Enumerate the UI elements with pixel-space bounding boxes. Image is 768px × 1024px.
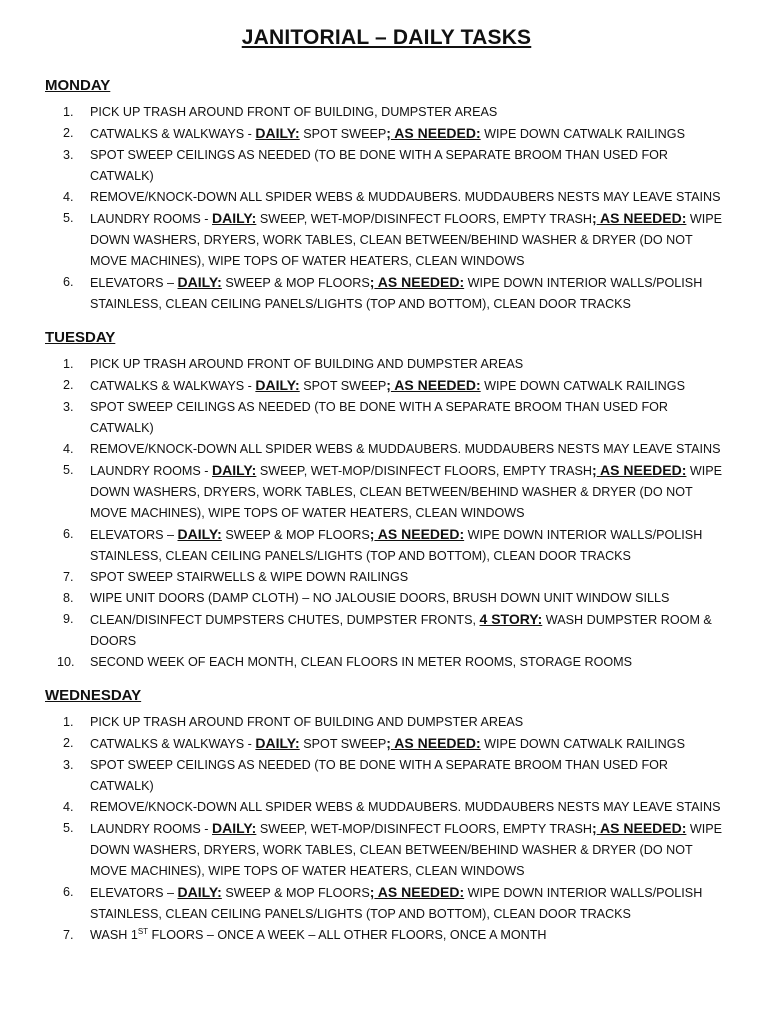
task-text: SPOT SWEEP CEILINGS AS NEEDED (TO BE DONE WITH A SEPARATE BROOM THAN USED FOR CATWALK)	[90, 148, 669, 183]
task-text: LAUNDRY ROOMS -	[90, 822, 212, 836]
task-text: LAUNDRY ROOMS -	[90, 212, 212, 226]
task-item	[45, 123, 728, 145]
daily-keyword: DAILY:	[255, 735, 300, 751]
as-needed-keyword: AS NEEDED:	[390, 125, 481, 141]
task-text: PICK UP TRASH AROUND FRONT OF BUILDING AND DUMPSTER AREAS	[90, 357, 524, 371]
task-list-tuesday	[45, 354, 728, 673]
task-text: WIPE DOWN CATWALK RAILINGS	[480, 127, 685, 141]
task-item	[45, 397, 728, 439]
separator: ;	[592, 462, 597, 478]
task-text: CLEAN/DISINFECT DUMPSTERS CHUTES, DUMPSTER FRONTS,	[90, 613, 480, 627]
task-text: FLOORS – ONCE A WEEK – ALL OTHER FLOORS, ONCE A MONTH	[148, 928, 547, 942]
task-item	[45, 818, 728, 882]
separator: ;	[592, 210, 597, 226]
task-text: WIPE DOWN INTERIOR WALLS/POLISH STAINLESS, CLEAN CEILING PANELS/LIGHTS (TOP AND BOTTOM), CLEAN DOOR TRACKS	[90, 528, 703, 563]
task-text: SWEEP & MOP FLOORS	[221, 276, 370, 290]
task-text: WIPE UNIT DOORS (DAMP CLOTH) – NO JALOUSIE DOORS, BRUSH DOWN UNIT WINDOW SILLS	[90, 591, 670, 605]
task-item	[45, 567, 728, 588]
document-title: JANITORIAL – DAILY TASKS	[241, 26, 532, 49]
task-text: PICK UP TRASH AROUND FRONT OF BUILDING, DUMPSTER AREAS	[90, 105, 498, 119]
separator: ;	[592, 820, 597, 836]
task-text: CATWALKS & WALKWAYS -	[90, 127, 256, 141]
task-item	[45, 375, 728, 397]
task-item	[45, 460, 728, 524]
task-text: ELEVATORS –	[90, 528, 178, 542]
task-number: 6.	[63, 275, 74, 289]
as-needed-keyword: AS NEEDED:	[374, 274, 465, 290]
task-text: ELEVATORS –	[90, 886, 178, 900]
task-number: 1.	[63, 105, 74, 119]
task-text: PICK UP TRASH AROUND FRONT OF BUILDING AND DUMPSTER AREAS	[90, 715, 524, 729]
separator: ;	[369, 526, 375, 542]
task-item	[45, 652, 728, 673]
task-item	[45, 733, 728, 755]
daily-keyword: DAILY:	[212, 210, 257, 226]
task-item	[45, 187, 728, 208]
day-heading-tuesday: TUESDAY	[45, 329, 116, 346]
task-text: CATWALKS & WALKWAYS -	[90, 737, 256, 751]
task-number: 2.	[63, 126, 74, 140]
task-text: CATWALKS & WALKWAYS -	[90, 379, 256, 393]
task-text: SWEEP, WET-MOP/DISINFECT FLOORS, EMPTY TRASH	[256, 822, 592, 836]
task-number: 3.	[63, 148, 74, 162]
task-list-monday	[45, 102, 728, 315]
task-text: SWEEP & MOP FLOORS	[221, 528, 370, 542]
separator: ;	[386, 735, 391, 751]
task-item	[45, 208, 728, 272]
task-number: 5.	[63, 211, 74, 225]
task-number: 7.	[63, 928, 74, 942]
task-item	[45, 354, 728, 375]
as-needed-keyword: AS NEEDED:	[374, 884, 465, 900]
daily-keyword: DAILY:	[212, 462, 257, 478]
day-section-tuesday	[45, 329, 728, 673]
as-needed-keyword: AS NEEDED:	[596, 210, 687, 226]
as-needed-keyword: AS NEEDED:	[596, 820, 687, 836]
daily-keyword: DAILY:	[177, 526, 222, 542]
task-number: 9.	[63, 612, 74, 626]
task-number: 6.	[63, 527, 74, 541]
task-text: SPOT SWEEP CEILINGS AS NEEDED (TO BE DONE WITH A SEPARATE BROOM THAN USED FOR CATWALK)	[90, 758, 669, 793]
task-number: 8.	[63, 591, 74, 605]
task-text: WIPE DOWN WASHERS, DRYERS, WORK TABLES, CLEAN BETWEEN/BEHIND WASHER & DRYER (DO NOT MOVE MACHINES), WIPE TOPS OF WATER HEATERS, CLEAN WINDOWS	[90, 822, 723, 878]
task-text: LAUNDRY ROOMS -	[90, 464, 212, 478]
task-item	[45, 882, 728, 925]
task-number: 4.	[63, 442, 74, 456]
as-needed-keyword: AS NEEDED:	[390, 735, 481, 751]
task-item	[45, 755, 728, 797]
task-text: SPOT SWEEP CEILINGS AS NEEDED (TO BE DONE WITH A SEPARATE BROOM THAN USED FOR CATWALK)	[90, 400, 669, 435]
task-text: WIPE DOWN CATWALK RAILINGS	[480, 379, 685, 393]
task-text: WIPE DOWN INTERIOR WALLS/POLISH STAINLESS, CLEAN CEILING PANELS/LIGHTS (TOP AND BOTTOM), CLEAN DOOR TRACKS	[90, 276, 703, 311]
task-number: 4.	[63, 190, 74, 204]
task-list-wednesday	[45, 712, 728, 946]
task-item	[45, 145, 728, 187]
task-item	[45, 797, 728, 818]
task-item	[45, 272, 728, 315]
task-text: REMOVE/KNOCK-DOWN ALL SPIDER WEBS & MUDDAUBERS. MUDDAUBERS NESTS MAY LEAVE STAINS	[90, 442, 721, 456]
daily-keyword: DAILY:	[177, 884, 222, 900]
task-number: 5.	[63, 463, 74, 477]
task-number: 2.	[63, 736, 74, 750]
task-item	[45, 925, 728, 946]
task-text: WIPE DOWN CATWALK RAILINGS	[480, 737, 685, 751]
separator: ;	[386, 377, 391, 393]
separator: ;	[369, 274, 375, 290]
task-item	[45, 712, 728, 733]
task-text: SWEEP & MOP FLOORS	[221, 886, 370, 900]
task-number: 3.	[63, 400, 74, 414]
task-number: 1.	[63, 715, 74, 729]
task-text: WASH 1	[90, 928, 138, 942]
superscript-st: ST	[137, 926, 149, 936]
task-item	[45, 609, 728, 652]
as-needed-keyword: AS NEEDED:	[596, 462, 687, 478]
task-text: SPOT SWEEP	[299, 737, 387, 751]
task-text: SPOT SWEEP	[299, 127, 387, 141]
task-number: 7.	[63, 570, 74, 584]
task-item	[45, 588, 728, 609]
task-number: 4.	[63, 800, 74, 814]
task-number: 10.	[57, 655, 75, 669]
task-item	[45, 102, 728, 123]
daily-keyword: DAILY:	[255, 377, 300, 393]
task-text: WIPE DOWN INTERIOR WALLS/POLISH STAINLESS, CLEAN CEILING PANELS/LIGHTS (TOP AND BOTTOM), CLEAN DOOR TRACKS	[90, 886, 703, 921]
task-text: SWEEP, WET-MOP/DISINFECT FLOORS, EMPTY TRASH	[256, 464, 592, 478]
daily-keyword: DAILY:	[212, 820, 257, 836]
daily-keyword: DAILY:	[177, 274, 222, 290]
task-item	[45, 524, 728, 567]
day-section-monday	[45, 77, 728, 315]
task-number: 5.	[63, 821, 74, 835]
task-text: REMOVE/KNOCK-DOWN ALL SPIDER WEBS & MUDDAUBERS. MUDDAUBERS NESTS MAY LEAVE STAINS	[90, 800, 721, 814]
day-heading-wednesday: WEDNESDAY	[45, 687, 142, 704]
task-text: WASH DUMPSTER ROOM & DOORS	[90, 613, 712, 648]
as-needed-keyword: AS NEEDED:	[390, 377, 481, 393]
task-text: ELEVATORS –	[90, 276, 178, 290]
task-text: SECOND WEEK OF EACH MONTH, CLEAN FLOORS IN METER ROOMS, STORAGE ROOMS	[90, 655, 633, 669]
as-needed-keyword: AS NEEDED:	[374, 526, 465, 542]
task-text: WIPE DOWN WASHERS, DRYERS, WORK TABLES, CLEAN BETWEEN/BEHIND WASHER & DRYER (DO NOT MOVE MACHINES), WIPE TOPS OF WATER HEATERS, CLEAN WINDOWS	[90, 464, 723, 520]
task-text: REMOVE/KNOCK-DOWN ALL SPIDER WEBS & MUDDAUBERS. MUDDAUBERS NESTS MAY LEAVE STAINS	[90, 190, 721, 204]
separator: ;	[369, 884, 375, 900]
task-number: 2.	[63, 378, 74, 392]
task-text: SPOT SWEEP	[299, 379, 387, 393]
separator: ;	[386, 125, 391, 141]
day-heading-monday: MONDAY	[45, 77, 111, 94]
day-section-wednesday	[45, 687, 728, 946]
four-story-keyword: 4 STORY:	[479, 611, 543, 627]
task-number: 3.	[63, 758, 74, 772]
task-text: SWEEP, WET-MOP/DISINFECT FLOORS, EMPTY TRASH	[256, 212, 592, 226]
daily-keyword: DAILY:	[255, 125, 300, 141]
task-text: SPOT SWEEP STAIRWELLS & WIPE DOWN RAILINGS	[90, 570, 409, 584]
task-number: 1.	[63, 357, 74, 371]
task-text: WIPE DOWN WASHERS, DRYERS, WORK TABLES, CLEAN BETWEEN/BEHIND WASHER & DRYER (DO NOT MOVE MACHINES), WIPE TOPS OF WATER HEATERS, CLEAN WINDOWS	[90, 212, 723, 268]
task-number: 6.	[63, 885, 74, 899]
task-item	[45, 439, 728, 460]
